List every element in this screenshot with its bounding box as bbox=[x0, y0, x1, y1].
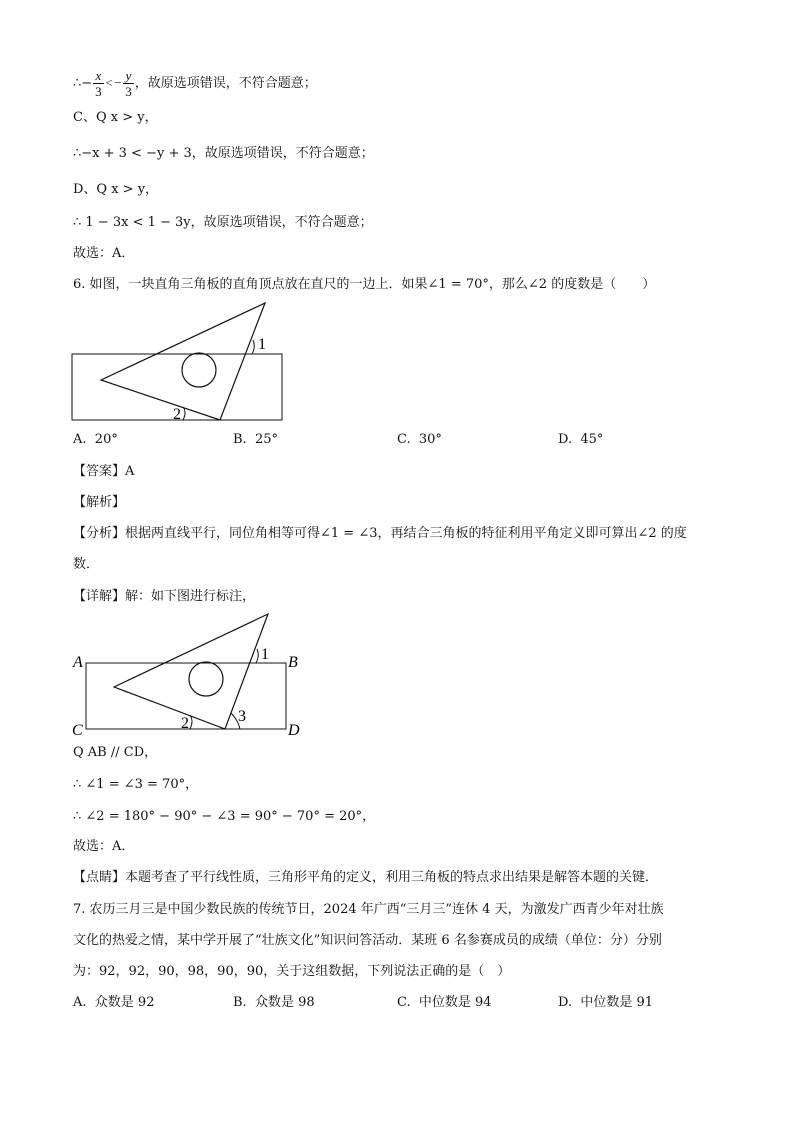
analysis-text-cont: 数． bbox=[73, 557, 100, 572]
point-c-label: C bbox=[72, 722, 83, 739]
angle-3-label: 3 bbox=[238, 708, 246, 725]
step-angle-equal: ∴ ∠1 = ∠3 = 70°， bbox=[73, 777, 199, 792]
comment-line: 【点睛】本题考查了平行线性质，三角形平角的定义，利用三角板的特点求出结果是解答本题的关键． bbox=[73, 870, 659, 885]
question-6-stem: 6. 如图，一块直角三角板的直角顶点放在直尺的一边上．如果∠1 = 70°，那么∠2 的度数是（ ） bbox=[73, 277, 656, 292]
step-parallel: Q AB // CD， bbox=[73, 745, 158, 760]
solution-line-b-inequality bbox=[73, 68, 317, 99]
analysis-heading: 【解析】 bbox=[73, 495, 126, 510]
question-7-stem-1: 7. 农历三月三是中国少数民族的传统节日，2024 年广西“三月三”连休 4 天，为激发广西青少年对壮族 bbox=[73, 902, 664, 917]
option-d-condition: D、Q x > y， bbox=[73, 182, 159, 197]
q5-choice: 故选：A． bbox=[73, 246, 135, 261]
option-d-inequality: ∴ 1 − 3x < 1 − 3y，故原选项错误，不符合题意； bbox=[73, 215, 373, 230]
question-7-stem-2: 文化的热爱之情，某中学开展了“壮族文化”知识问答活动．某班 6 名参赛成员的成绩（单位：分）分别 bbox=[73, 933, 662, 948]
fraction-x-over-3: $\frac{x}{3}$ bbox=[95, 68, 102, 99]
q6-option-c: C. 30° bbox=[397, 432, 442, 447]
angle-2-label: 2 bbox=[181, 715, 189, 732]
fraction-y-over-3: $\frac{y}{3}$ bbox=[125, 68, 132, 99]
q6-choice: 故选：A． bbox=[73, 839, 135, 854]
therefore-symbol: ∴− bbox=[73, 76, 93, 91]
option-c-condition: C、Q x > y， bbox=[73, 110, 158, 125]
q6-option-b: B. 25° bbox=[233, 432, 278, 447]
q6-option-a: A. 20° bbox=[73, 432, 118, 447]
q7-option-d: D. 中位数是 91 bbox=[558, 995, 654, 1010]
point-b-label: B bbox=[288, 654, 298, 671]
answer-line: 【答案】A bbox=[73, 464, 135, 479]
question-7-stem-3: 为：92，92，90，98，90，90，关于这组数据，下列说法正确的是（ ） bbox=[73, 964, 511, 979]
solution-remark: ，故原选项错误，不符合题意； bbox=[134, 76, 317, 91]
analysis-text: 【分析】根据两直线平行，同位角相等可得∠1 = ∠3，再结合三角板的特征利用平角定义即可算出∠2 的度 bbox=[73, 526, 687, 541]
figure-ruler-triangle bbox=[70, 300, 290, 425]
option-c-inequality: ∴−x + 3 < −y + 3，故原选项错误，不符合题意； bbox=[73, 146, 374, 161]
angle-1-label: 1 bbox=[258, 336, 266, 353]
q7-option-c: C. 中位数是 94 bbox=[397, 995, 492, 1010]
angle-2-label: 2 bbox=[173, 406, 181, 423]
point-d-label: D bbox=[288, 722, 300, 739]
figure-labeled-ruler-triangle bbox=[70, 608, 310, 740]
q6-option-d: D. 45° bbox=[558, 432, 604, 447]
detail-heading: 【详解】解：如下图进行标注， bbox=[73, 589, 256, 604]
step-angle-2: ∴ ∠2 = 180° − 90° − ∠3 = 90° − 70° = 20°， bbox=[73, 809, 376, 824]
q7-option-b: B. 众数是 98 bbox=[233, 995, 315, 1010]
less-than-symbol: <− bbox=[104, 75, 123, 90]
point-a-label: A bbox=[73, 654, 83, 671]
q7-option-a: A. 众数是 92 bbox=[73, 995, 155, 1010]
angle-1-label: 1 bbox=[261, 646, 269, 663]
